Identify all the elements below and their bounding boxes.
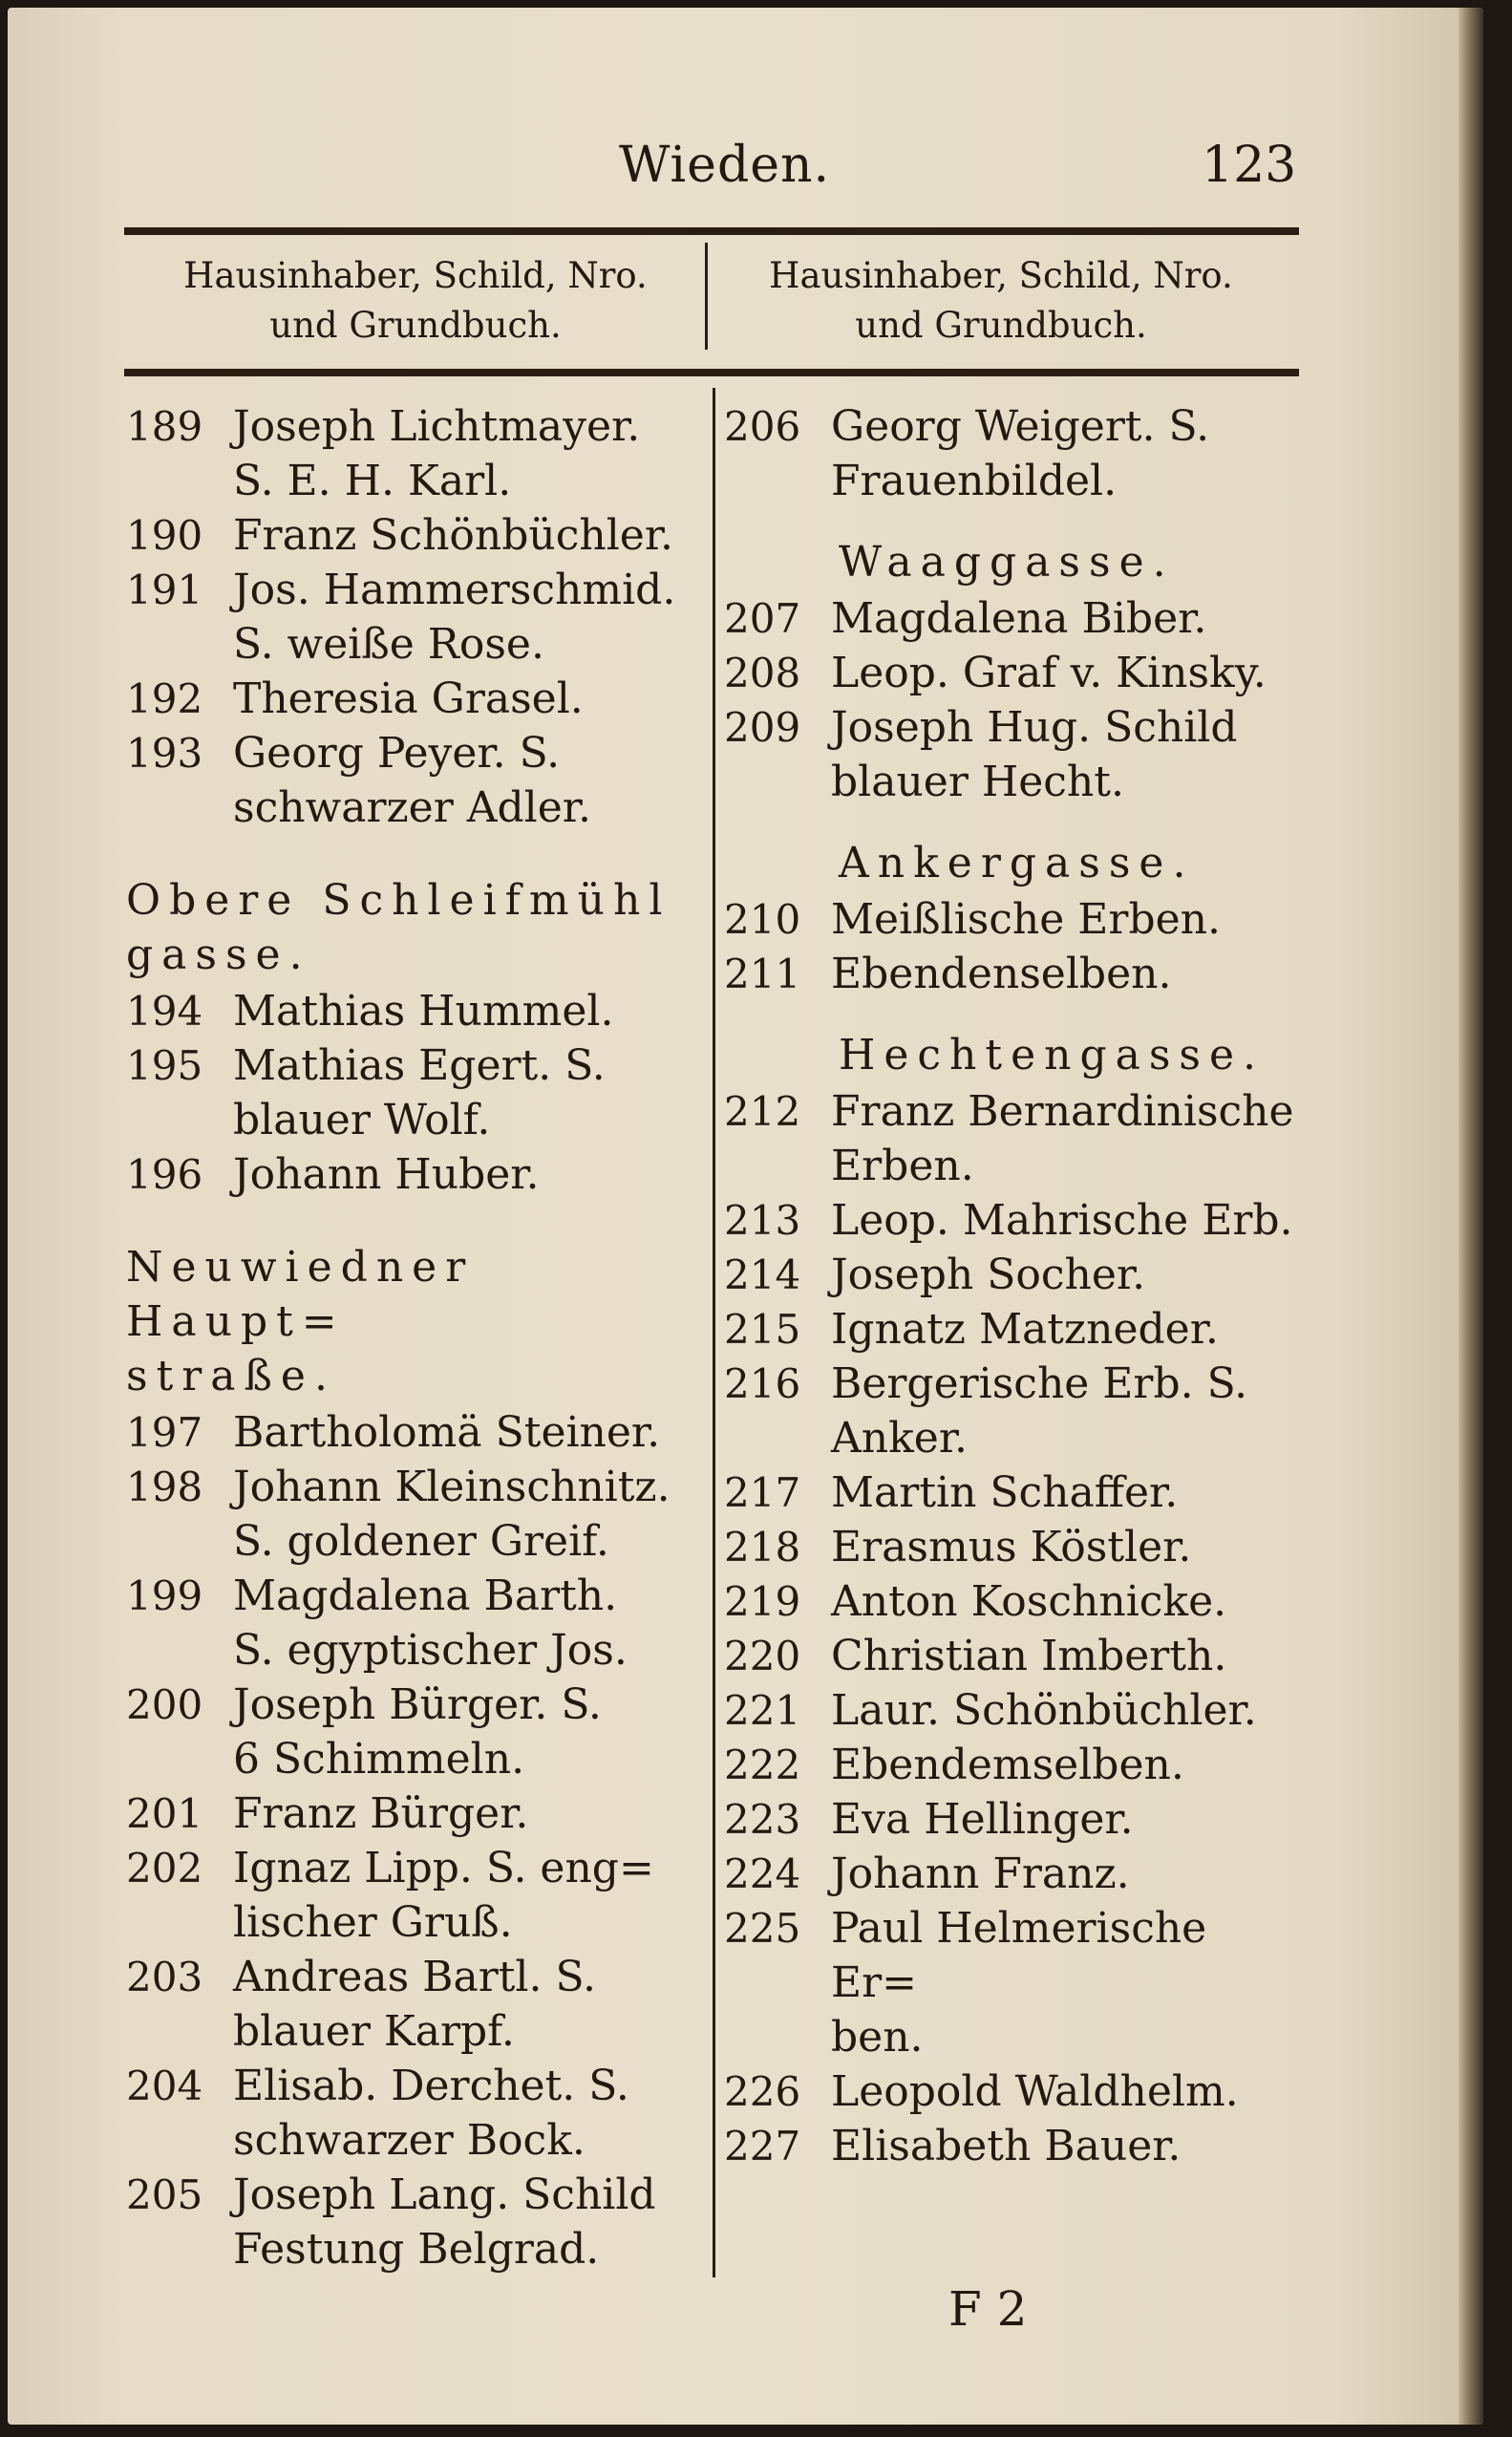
house-entry [126, 1786, 699, 1841]
owner-and-sign: Eva Hellinger. [831, 1795, 1134, 1844]
owner-and-sign: Magdalena Barth. S. egyptischer Jos. [233, 1571, 628, 1675]
house-number: 199 [126, 1572, 203, 1619]
house-entry [716, 2119, 1304, 2173]
house-entry [716, 1683, 1304, 1738]
owner-and-sign: Johann Kleinschnitz. S. goldener Greif. [233, 1463, 671, 1566]
house-entry [716, 2064, 1304, 2119]
house-number: 225 [724, 1905, 801, 1952]
house-entry [716, 1901, 1304, 2064]
house-number: 196 [126, 1151, 203, 1198]
house-number: 195 [126, 1042, 203, 1089]
house-number: 205 [126, 2171, 203, 2218]
left-column [126, 399, 699, 2277]
owner-and-sign: Ebendenselben. [831, 950, 1172, 998]
house-number: 214 [724, 1251, 801, 1298]
street-heading: Obere Schleifmühl gasse. [126, 876, 671, 979]
owner-and-sign: Franz Schönbüchler. [233, 511, 674, 560]
house-entry [126, 1460, 699, 1569]
house-number: 194 [126, 988, 203, 1035]
house-entry [716, 399, 1304, 508]
house-number: 213 [724, 1197, 801, 1244]
running-title: Wieden. [619, 137, 831, 194]
house-number: 209 [724, 704, 801, 751]
house-entry [126, 1038, 699, 1147]
house-entry [716, 947, 1304, 1001]
house-number: 227 [724, 2123, 801, 2170]
house-number: 208 [724, 650, 801, 696]
owner-and-sign: Christian Imberth. [831, 1632, 1227, 1680]
owner-and-sign: Joseph Socher. [831, 1251, 1146, 1299]
house-entry [126, 563, 699, 672]
house-number: 218 [724, 1524, 801, 1571]
owner-and-sign: Laur. Schönbüchler. [831, 1686, 1257, 1735]
house-entry [716, 1574, 1304, 1629]
house-number: 226 [724, 2068, 801, 2115]
owner-and-sign: Franz Bürger. [233, 1789, 529, 1838]
right-column [716, 399, 1304, 2173]
house-number: 220 [724, 1633, 801, 1679]
house-entry [716, 1193, 1304, 1248]
owner-and-sign: Elisabeth Bauer. [831, 2122, 1182, 2170]
house-entry [126, 1841, 699, 1950]
house-number: 206 [724, 403, 801, 450]
house-entry [126, 726, 699, 835]
house-entry [716, 700, 1304, 809]
house-number: 191 [126, 566, 203, 613]
house-entry [716, 1792, 1304, 1847]
house-number: 224 [724, 1850, 801, 1897]
owner-and-sign: Leop. Mahrische Erb. [831, 1196, 1293, 1245]
owner-and-sign: Paul Helmerische Er= ben. [831, 1904, 1207, 2062]
house-entry [716, 1357, 1304, 1465]
house-number: 210 [724, 896, 801, 943]
owner-and-sign: Joseph Hug. Schild blauer Hecht. [831, 703, 1238, 806]
owner-and-sign: Ebendemselben. [831, 1741, 1184, 1789]
house-entry [716, 646, 1304, 700]
house-entry [716, 1629, 1304, 1683]
owner-and-sign: Ignaz Lipp. S. eng= lischer Gruß. [233, 1844, 654, 1947]
house-number: 223 [724, 1796, 801, 1843]
house-number: 221 [724, 1687, 801, 1734]
house-number: 201 [126, 1790, 203, 1837]
owner-and-sign: Georg Peyer. S. schwarzer Adler. [233, 729, 591, 832]
house-entry [716, 1302, 1304, 1357]
house-entry [716, 1520, 1304, 1574]
book-page [8, 8, 1483, 2425]
top-rule [124, 227, 1299, 235]
owner-and-sign: Magdalena Biber. [831, 594, 1207, 643]
house-number: 193 [126, 730, 203, 777]
house-number: 207 [724, 595, 801, 642]
house-number: 211 [724, 951, 801, 997]
house-entry [716, 892, 1304, 947]
house-entry [716, 1248, 1304, 1302]
owner-and-sign: Jos. Hammerschmid. S. weiße Rose. [233, 566, 676, 669]
body-column-divider [713, 388, 715, 2277]
owner-and-sign: Mathias Egert. S. blauer Wolf. [233, 1041, 606, 1144]
house-entry [716, 591, 1304, 646]
column-header-left [124, 251, 707, 351]
column-header-left-text: Hausinhaber, Schild, Nro. und Grundbuch. [183, 255, 648, 346]
owner-and-sign: Theresia Grasel. [233, 674, 584, 723]
column-header-right [710, 251, 1292, 351]
signature-mark: F 2 [948, 2281, 1028, 2337]
street-heading: Hechtengasse. [839, 1031, 1266, 1080]
house-number: 219 [724, 1578, 801, 1625]
owner-and-sign: Joseph Lichtmayer. S. E. H. Karl. [233, 402, 641, 505]
owner-and-sign: Leop. Graf v. Kinsky. [831, 649, 1267, 697]
house-number: 215 [724, 1306, 801, 1353]
house-number: 190 [126, 512, 203, 559]
owner-and-sign: Anton Koschnicke. [831, 1577, 1227, 1626]
house-entry [126, 2168, 699, 2277]
house-number: 197 [126, 1409, 203, 1456]
house-entry [126, 672, 699, 726]
house-number: 212 [724, 1088, 801, 1135]
house-number: 200 [126, 1681, 203, 1728]
street-heading: Neuwiedner Haupt= straße. [126, 1243, 475, 1400]
house-number: 216 [724, 1360, 801, 1407]
owner-and-sign: Leopold Waldhelm. [831, 2067, 1239, 2116]
house-entry [126, 984, 699, 1038]
header-column-divider [705, 243, 708, 350]
house-number: 189 [126, 403, 203, 450]
owner-and-sign: Bergerische Erb. S. Anker. [831, 1359, 1248, 1463]
header-bottom-rule [124, 369, 1299, 376]
owner-and-sign: Ignatz Matzneder. [831, 1305, 1219, 1354]
owner-and-sign: Joseph Lang. Schild Festung Belgrad. [233, 2170, 656, 2274]
owner-and-sign: Andreas Bartl. S. blauer Karpf. [233, 1953, 597, 2056]
house-entry [716, 1465, 1304, 1520]
owner-and-sign: Johann Huber. [233, 1150, 540, 1199]
page-number: 123 [1202, 137, 1297, 194]
house-number: 192 [126, 675, 203, 722]
house-entry [716, 1084, 1304, 1193]
house-entry [126, 508, 699, 563]
page-edge-shadow [1459, 8, 1483, 2425]
owner-and-sign: Mathias Hummel. [233, 987, 614, 1036]
column-header-right-text: Hausinhaber, Schild, Nro. und Grundbuch. [769, 255, 1233, 346]
owner-and-sign: Joseph Bürger. S. 6 Schimmeln. [233, 1680, 602, 1784]
house-entry [126, 2059, 699, 2168]
street-heading: Waaggasse. [839, 538, 1175, 587]
house-entry [126, 1405, 699, 1460]
house-entry [716, 1738, 1304, 1792]
owner-and-sign: Elisab. Derchet. S. schwarzer Bock. [233, 2062, 629, 2165]
owner-and-sign: Erasmus Köstler. [831, 1523, 1192, 1571]
house-entry [126, 1950, 699, 2059]
house-entry [716, 1847, 1304, 1901]
house-number: 222 [724, 1742, 801, 1788]
owner-and-sign: Meißlische Erben. [831, 895, 1221, 944]
house-number: 198 [126, 1464, 203, 1510]
street-heading: Ankergasse. [839, 839, 1195, 887]
house-number: 217 [724, 1469, 801, 1516]
owner-and-sign: Martin Schaffer. [831, 1468, 1179, 1517]
house-number: 202 [126, 1845, 203, 1892]
house-entry [126, 1678, 699, 1786]
house-entry [126, 1569, 699, 1678]
owner-and-sign: Johann Franz. [831, 1849, 1130, 1898]
house-entry [126, 1147, 699, 1202]
owner-and-sign: Bartholomä Steiner. [233, 1408, 661, 1457]
house-number: 203 [126, 1954, 203, 2000]
page-header [8, 137, 1483, 203]
house-number: 204 [126, 2063, 203, 2109]
owner-and-sign: Franz Bernardinische Erben. [831, 1087, 1294, 1190]
owner-and-sign: Georg Weigert. S. Frauenbildel. [831, 402, 1210, 505]
house-entry [126, 399, 699, 508]
